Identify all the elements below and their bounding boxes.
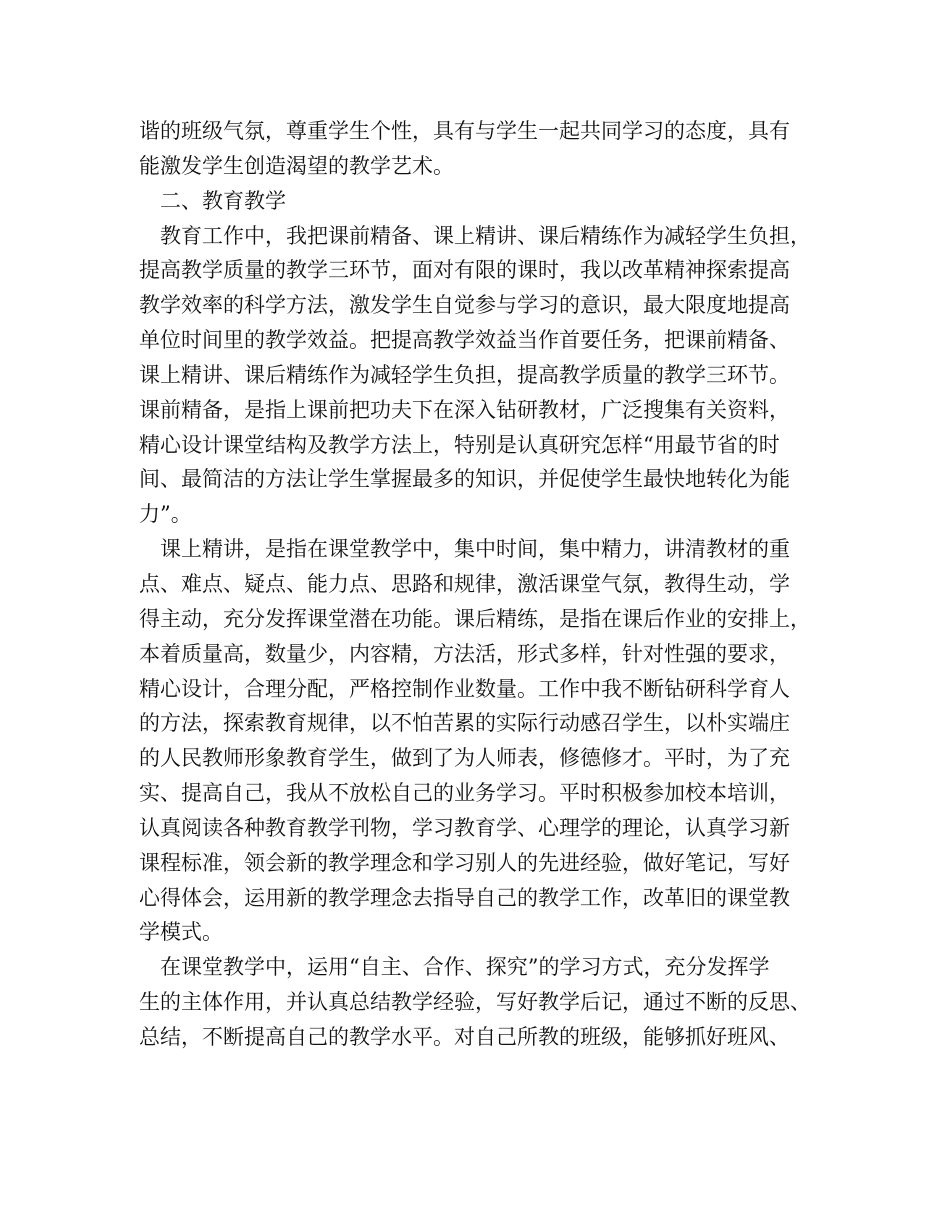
text-line: 生的主体作用，并认真总结教学经验，写好教学后记，通过不断的反思、: [139, 990, 811, 1015]
text-line: 力”。: [139, 502, 192, 527]
text-line: 点、难点、疑点、能力点、思路和规律，激活课堂气氛，教得生动，学: [139, 571, 790, 596]
text-line: 谐的班级气氛，尊重学生个性，具有与学生一起共同学习的态度，具有: [139, 119, 790, 143]
text-line: 学模式。: [139, 920, 223, 945]
text-line: 精心设计课堂结构及教学方法上，特别是认真研究怎样“用最节省的时: [139, 432, 780, 457]
text-line: 教学效率的科学方法，激发学生自觉参与学习的意识，最大限度地提高: [139, 293, 790, 318]
text-line: 单位时间里的教学效益。把提高教学效益当作首要任务，把课前精备、: [139, 328, 790, 353]
text-line: 的人民教师形象教育学生，做到了为人师表，修德修才。平时，为了充: [139, 746, 790, 771]
text-line: 间、最简洁的方法让学生掌握最多的知识，并促使学生最快地转化为能: [139, 467, 790, 492]
text-line: 能激发学生创造渴望的教学艺术。: [139, 153, 454, 178]
text-line: 总结，不断提高自己的教学水平。对自己所教的班级，能够抓好班风、: [139, 1024, 790, 1049]
text-line: 精心设计，合理分配，严格控制作业数量。工作中我不断钻研科学育人: [139, 676, 790, 701]
text-line: 得主动，充分发挥课堂潜在功能。课后精练，是指在课后作业的安排上，: [139, 606, 811, 631]
text-line: 实、提高自己，我从不放松自己的业务学习。平时积极参加校本培训，: [139, 781, 790, 806]
text-line: 的方法，探索教育规律，以不怕苦累的实际行动感召学生，以朴实端庄: [139, 711, 790, 736]
body-text: [139, 114, 819, 1055]
text-line: 课前精备，是指上课前把功夫下在深入钻研教材，广泛搜集有关资料，: [139, 397, 790, 422]
text-line: 在课堂教学中，运用“自主、合作、探究”的学习方式，充分发挥学: [160, 955, 770, 980]
text-line: 本着质量高，数量少，内容精，方法活，形式多样，针对性强的要求，: [139, 641, 790, 666]
text-line: 教育工作中，我把课前精备、课上精讲、课后精练作为减轻学生负担，: [160, 223, 811, 248]
text-line: 心得体会，运用新的教学理念去指导自己的教学工作，改革旧的课堂教: [139, 885, 790, 910]
text-line: 认真阅读各种教育教学刊物，学习教育学、心理学的理论，认真学习新: [139, 815, 790, 840]
section-heading: 二、教育教学: [160, 188, 286, 213]
text-line: 课上精讲，是指在课堂教学中，集中时间，集中精力，讲清教材的重: [160, 537, 790, 562]
text-line: 课上精讲、课后精练作为减轻学生负担，提高教学质量的教学三环节。: [139, 362, 790, 387]
text-line: 提高教学质量的教学三环节，面对有限的课时，我以改革精神探索提高: [139, 258, 790, 283]
text-line: 课程标准，领会新的教学理念和学习别人的先进经验，做好笔记，写好: [139, 850, 790, 875]
